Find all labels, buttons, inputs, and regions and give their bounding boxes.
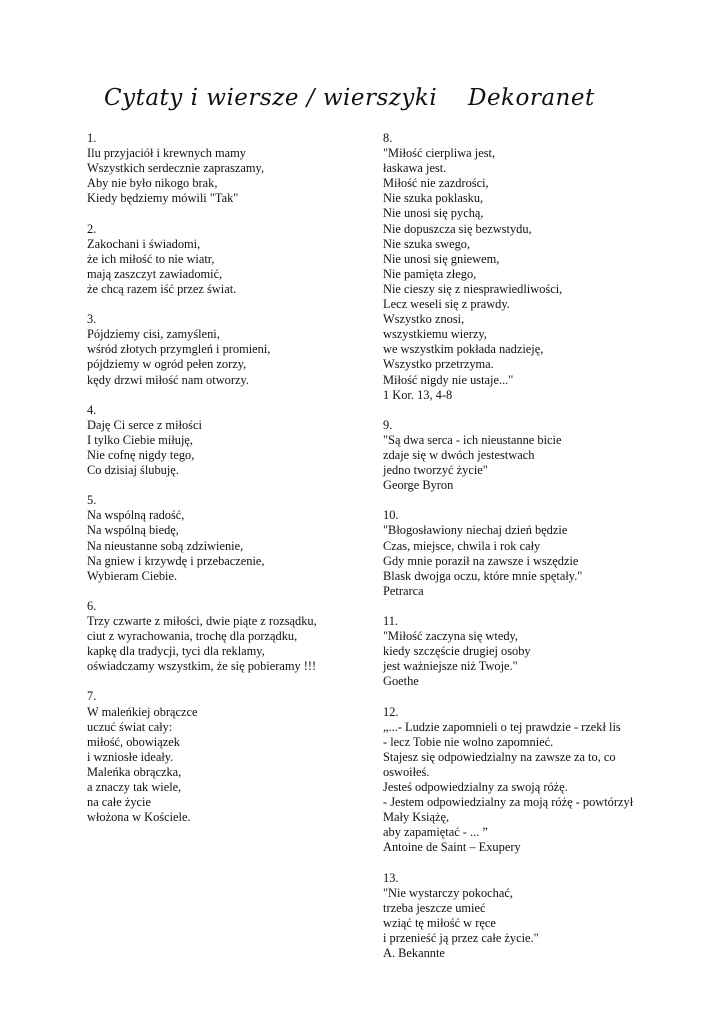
poem-number: 1. bbox=[87, 131, 97, 145]
poem-line: we wszystkim pokłada nadzieję, bbox=[383, 342, 544, 357]
header-title-right: Dekoranet bbox=[468, 85, 595, 111]
poem-line: wśród złotych przymgleń i promieni, bbox=[87, 342, 271, 357]
poem-block bbox=[87, 222, 367, 297]
poem-line: Zakochani i świadomi, bbox=[87, 236, 201, 251]
poem-line: "Błogosławiony niechaj dzień będzie bbox=[383, 523, 568, 538]
poem-number: 5. bbox=[87, 493, 97, 508]
poem-line: "Miłość zaczyna się wtedy, bbox=[383, 629, 518, 644]
poem-line: Nie pamięta złego, bbox=[383, 266, 477, 281]
poem-number: 9. bbox=[383, 417, 393, 432]
poem-line: Miłość nigdy nie ustaje..." bbox=[383, 372, 514, 387]
poem-block bbox=[87, 131, 367, 206]
poem-line: Daję Ci serce z miłości bbox=[87, 417, 202, 432]
poem-line: Co dzisiaj ślubuję. bbox=[87, 463, 179, 478]
poem-line: Na nieustanne sobą zdziwienie, bbox=[87, 538, 244, 553]
poem-line: i przenieść ją przez całe życie." bbox=[383, 930, 539, 945]
poem-line: Nie szuka poklasku, bbox=[383, 191, 484, 206]
left-column bbox=[87, 131, 367, 840]
poem-line: Antoine de Saint – Exupery bbox=[383, 840, 521, 855]
header-title-left: Cytaty i wiersze / wierszyki bbox=[104, 85, 438, 111]
poem-line: włożona w Kościele. bbox=[87, 810, 191, 825]
poem-line: Nie dopuszcza się bezwstydu, bbox=[383, 221, 532, 236]
poem-line: "Są dwa serca - ich nieustanne bicie bbox=[383, 432, 562, 447]
poem-line: ciut z wyrachowania, trochę dla porządku, bbox=[87, 629, 298, 644]
poem-line: a znaczy tak wiele, bbox=[87, 780, 182, 795]
poem-number: 11. bbox=[383, 614, 399, 628]
poem-line: oswoiłeś. bbox=[383, 764, 430, 779]
poem-line: Wszystko przetrzyma. bbox=[383, 357, 494, 372]
poem-block bbox=[87, 403, 367, 478]
poem-line: Pójdziemy cisi, zamyśleni, bbox=[87, 327, 220, 342]
poem-line: Nie unosi się pychą, bbox=[383, 206, 484, 221]
poem-line: łaskawa jest. bbox=[383, 161, 447, 176]
poem-line: i wzniosłe ideały. bbox=[87, 749, 174, 764]
poem-block bbox=[87, 493, 367, 584]
poem-line: George Byron bbox=[383, 478, 454, 493]
poem-line: - lecz Tobie nie wolno zapomnieć. bbox=[383, 734, 554, 749]
poem-line: Petrarca bbox=[383, 583, 424, 598]
poem-line: Wszystkich serdecznie zapraszamy, bbox=[87, 161, 265, 176]
poem-line: jest ważniejsze niż Twoje." bbox=[383, 659, 518, 674]
poem-line: oświadczamy wszystkim, że się pobieramy !!! bbox=[87, 659, 317, 674]
poem-line: I tylko Ciebie miłuję, bbox=[87, 432, 193, 447]
poem-line: zdaje się w dwóch jestestwach bbox=[383, 447, 535, 462]
poem-line: Nie cofnę nigdy tego, bbox=[87, 447, 195, 462]
poem-line: Nie unosi się gniewem, bbox=[383, 251, 500, 266]
poem-line: aby zapamiętać - ... ” bbox=[383, 825, 488, 840]
poem-block bbox=[87, 312, 367, 387]
poem-line: kapkę dla tradycji, tyci dla reklamy, bbox=[87, 644, 265, 659]
poem-block bbox=[87, 599, 367, 674]
poem-line: Goethe bbox=[383, 674, 419, 689]
poem-line: "Nie wystarczy pokochać, bbox=[383, 885, 513, 900]
poem-line: Nie szuka swego, bbox=[383, 236, 471, 251]
poem-line: że chcą razem iść przez świat. bbox=[87, 281, 237, 296]
poem-line: wziąć tę miłość w ręce bbox=[383, 915, 496, 930]
poem-line: „...- Ludzie zapomnieli o tej prawdzie - rzekł lis bbox=[383, 719, 621, 734]
poem-line: Kiedy będziemy mówili "Tak" bbox=[87, 191, 239, 206]
poem-block bbox=[383, 508, 683, 599]
poem-line: Na wspólną radość, bbox=[87, 508, 185, 523]
poem-line: Na wspólną biedę, bbox=[87, 523, 179, 538]
poem-line: - Jestem odpowiedzialny za moją różę - powtórzył bbox=[383, 795, 634, 810]
poem-line: na całe życie bbox=[87, 795, 151, 810]
poem-line: 1 Kor. 13, 4-8 bbox=[383, 387, 453, 402]
poem-line: wszystkiemu wierzy, bbox=[383, 327, 487, 342]
poem-line: Trzy czwarte z miłości, dwie piąte z rozsądku, bbox=[87, 614, 317, 628]
poem-line: Aby nie było nikogo brak, bbox=[87, 176, 218, 191]
poem-line: kiedy szczęście drugiej osoby bbox=[383, 644, 531, 659]
poem-block bbox=[383, 705, 683, 856]
poem-line: Maleńka obrączka, bbox=[87, 764, 182, 779]
poem-line: Na gniew i krzywdę i przebaczenie, bbox=[87, 553, 265, 568]
poem-line: W maleńkiej obrączce bbox=[87, 704, 198, 719]
poem-line: Miłość nie zazdrości, bbox=[383, 176, 489, 191]
poem-line: Ilu przyjaciół i krewnych mamy bbox=[87, 146, 246, 161]
right-column bbox=[383, 131, 683, 976]
poem-line: trzeba jeszcze umieć bbox=[383, 900, 486, 915]
poem-block bbox=[383, 614, 683, 689]
poem-line: Mały Książę, bbox=[383, 810, 450, 825]
poem-number: 8. bbox=[383, 131, 393, 145]
poem-line: kędy drzwi miłość nam otworzy. bbox=[87, 372, 249, 387]
poem-block bbox=[383, 418, 683, 493]
poem-block bbox=[383, 131, 683, 403]
poem-number: 13. bbox=[383, 870, 399, 885]
poem-line: Blask dwojga oczu, które mnie spętały." bbox=[383, 568, 583, 583]
poem-line: Czas, miejsce, chwila i rok cały bbox=[383, 538, 541, 553]
poem-number: 12. bbox=[383, 704, 399, 719]
poem-line: miłość, obowiązek bbox=[87, 734, 180, 749]
poem-line: uczuć świat cały: bbox=[87, 719, 173, 734]
poem-line: Gdy mnie poraził na zawsze i wszędzie bbox=[383, 553, 579, 568]
poem-line: Wszystko znosi, bbox=[383, 312, 465, 327]
poem-line: mają zaszczyt zawiadomić, bbox=[87, 266, 223, 281]
poem-number: 6. bbox=[87, 598, 97, 613]
poem-number: 3. bbox=[87, 312, 97, 327]
poem-block bbox=[383, 871, 683, 962]
poem-line: pójdziemy w ogród pełen zorzy, bbox=[87, 357, 247, 372]
poem-line: jedno tworzyć życie" bbox=[383, 463, 488, 478]
poem-line: Stajesz się odpowiedzialny na zawsze za to, co bbox=[383, 749, 616, 764]
poem-line: Lecz weseli się z prawdy. bbox=[383, 297, 510, 312]
poem-number: 7. bbox=[87, 689, 97, 704]
poem-number: 10. bbox=[383, 508, 399, 523]
poem-line: że ich miłość to nie wiatr, bbox=[87, 251, 215, 266]
poem-number: 4. bbox=[87, 402, 97, 417]
poem-number: 2. bbox=[87, 221, 97, 236]
poem-line: "Miłość cierpliwa jest, bbox=[383, 146, 496, 161]
poem-line: A. Bekannte bbox=[383, 946, 445, 961]
poem-line: Jesteś odpowiedzialny za swoją różę. bbox=[383, 780, 568, 795]
poem-line: Nie cieszy się z niesprawiedliwości, bbox=[383, 281, 563, 296]
poem-block bbox=[87, 689, 367, 825]
poem-line: Wybieram Ciebie. bbox=[87, 568, 178, 583]
